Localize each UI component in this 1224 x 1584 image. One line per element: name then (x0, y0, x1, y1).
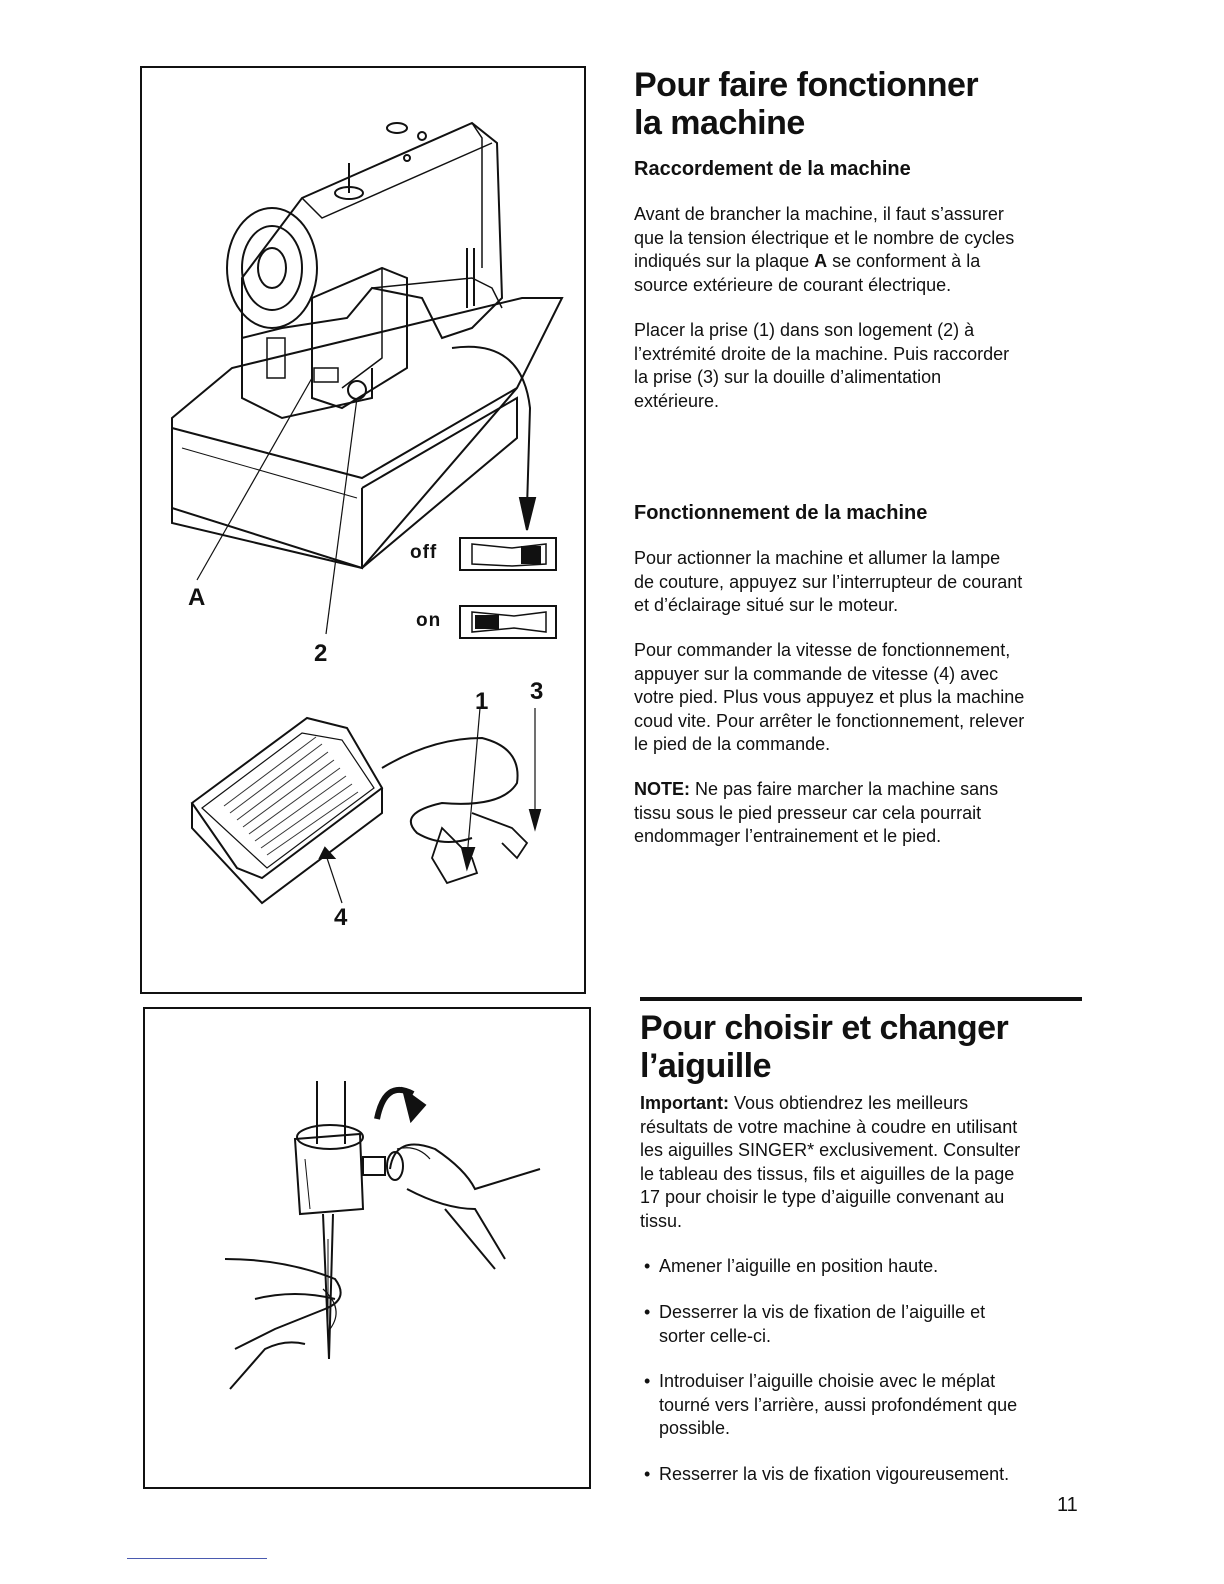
sewing-machine-drawing (142, 68, 588, 996)
bullet-item-2 (644, 1301, 1084, 1348)
important-line2: résultats de votre machine à coudre en utilisant (640, 1116, 1018, 1137)
callout-3: 3 (530, 678, 544, 705)
callout-a: A (188, 584, 206, 611)
bullet2-line2: sorter celle-ci. (659, 1325, 772, 1346)
bullet-item-4 (644, 1463, 1084, 1487)
bullet3-line1: Introduiser l’aiguille choisie avec le méplat (659, 1371, 996, 1391)
important-line1: Vous obtiendrez les meilleurs (729, 1093, 969, 1113)
bullet-dot-icon: • (644, 1464, 651, 1484)
p1-line1: Avant de brancher la machine, il faut s’assurer (634, 204, 1004, 224)
important-line6: tissu. (640, 1210, 683, 1231)
section2-title-line1: Pour choisir et changer (640, 1009, 1009, 1047)
subheading-fonctionnement (634, 501, 1084, 525)
p3-line1: Pour actionner la machine et allumer la lampe (634, 548, 1001, 568)
p1-line2: que la tension électrique et le nombre de cycles (634, 227, 1015, 248)
needle-illustration-frame (143, 1007, 591, 1489)
subheading-raccordement (634, 157, 1084, 181)
p1-line3b: se conforment à la (827, 251, 981, 271)
bullet1-line1: Amener l’aiguille en position haute. (659, 1256, 939, 1276)
important-line5: 17 pour choisir le type d’aiguille convenant au (640, 1187, 1005, 1207)
subheading-raccordement-text: Raccordement de la machine (634, 158, 911, 180)
section1-title-line2: la machine (634, 104, 805, 142)
p4-line3: votre pied. Plus vous appuyez et plus la machine (634, 687, 1025, 707)
paragraph-note (634, 778, 1084, 849)
bullet4-line1: Resserrer la vis de fixation vigoureusement. (659, 1464, 1010, 1484)
important-line3: les aiguilles SINGER* exclusivement. Consulter (640, 1140, 1021, 1160)
callout-4: 4 (334, 904, 348, 931)
page-number: 11 (1057, 1494, 1078, 1516)
p2-line2: l’extrémité droite de la machine. Puis raccorder (634, 343, 1010, 364)
scan-artifact-line (127, 1558, 267, 1559)
p4-line4: coud vite. Pour arrêter le fonctionnement, relever (634, 710, 1025, 731)
note-line3: endommager l’entrainement et le pied. (634, 826, 942, 846)
bullet3-line2: tourné vers l’arrière, aussi profondément que (659, 1394, 1018, 1415)
note-line2: tissu sous le pied presseur car cela pourrait (634, 802, 982, 823)
paragraph-important (640, 1092, 1090, 1233)
switch-off-label: off (410, 542, 438, 563)
machine-illustration-frame (140, 66, 586, 994)
bullet-dot-icon: • (644, 1371, 651, 1391)
needle-change-drawing (145, 1009, 593, 1491)
section-divider (640, 997, 1082, 1001)
section1-title-line1: Pour faire fonctionner (634, 66, 979, 104)
paragraph-raccordement (634, 203, 1084, 297)
p3-line3: et d’éclairage situé sur le moteur. (634, 595, 899, 615)
section2-title-line2: l’aiguille (640, 1047, 772, 1085)
subheading-fonctionnement-text: Fonctionnement de la machine (634, 502, 928, 524)
callout-2: 2 (314, 640, 328, 667)
note-label: NOTE: (634, 779, 690, 799)
bullet2-line1: Desserrer la vis de fixation de l’aiguille et (659, 1302, 986, 1322)
p1-line4: source extérieure de courant électrique. (634, 274, 952, 295)
paragraph-prise (634, 319, 1084, 413)
section1-title (634, 66, 1084, 142)
note-line1: Ne pas faire marcher la machine sans (690, 779, 999, 799)
p2-line3: la prise (3) sur la douille d’alimentation (634, 367, 942, 387)
bullet3-line3: possible. (659, 1418, 731, 1438)
paragraph-actionner (634, 547, 1084, 618)
p4-line2: appuyer sur la commande de vitesse (4) avec (634, 663, 999, 684)
p2-line4: extérieure. (634, 390, 720, 411)
bullet-dot-icon: • (644, 1256, 651, 1276)
paragraph-vitesse (634, 639, 1084, 757)
p4-line5: le pied de la commande. (634, 734, 831, 754)
p1-plate-letter: A (814, 251, 828, 271)
p4-line1: Pour commander la vitesse de fonctionnement, (634, 640, 1011, 660)
bullet-dot-icon: • (644, 1302, 651, 1322)
switch-on-label: on (416, 610, 442, 631)
bullet-item-1 (644, 1255, 1084, 1279)
section2-title (640, 1009, 1090, 1085)
important-line4: le tableau des tissus, fils et aiguilles de la page (640, 1163, 1015, 1184)
p3-line2: de couture, appuyez sur l’interrupteur de courant (634, 571, 1023, 592)
callout-1: 1 (475, 688, 489, 715)
p2-line1: Placer la prise (1) dans son logement (2) à (634, 320, 975, 340)
p1-line3: indiqués sur la plaque (634, 251, 815, 271)
important-label: Important: (640, 1093, 729, 1113)
bullet-item-3 (644, 1370, 1084, 1441)
